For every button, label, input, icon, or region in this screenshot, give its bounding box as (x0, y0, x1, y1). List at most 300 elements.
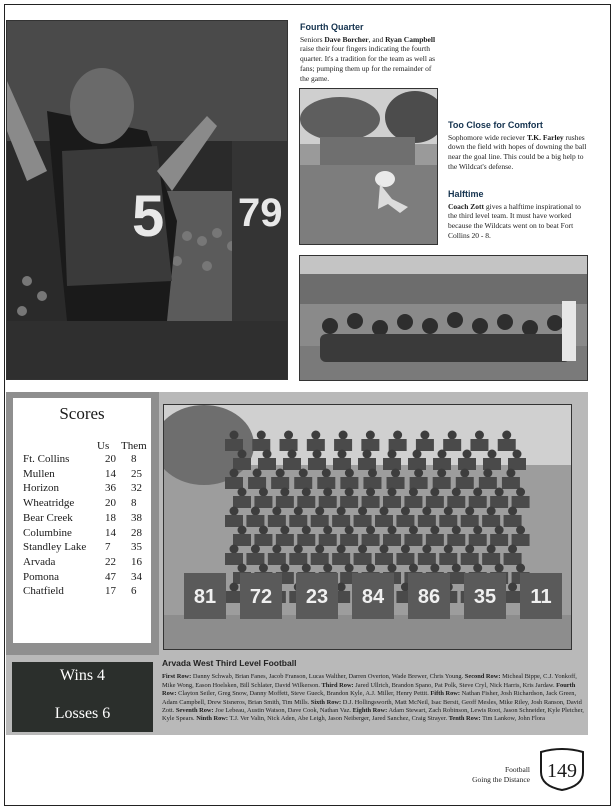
score-them: 8 (131, 497, 137, 510)
player-head (288, 450, 297, 459)
player-head (444, 545, 453, 554)
score-team: Wheatridge (23, 497, 75, 510)
player-head (420, 431, 429, 440)
score-us: 14 (105, 467, 116, 480)
player-body (254, 534, 272, 546)
player-head (238, 564, 247, 573)
roster-row-label: Seventh Row: (175, 707, 214, 715)
roster-row-label: Fifth Row: (430, 690, 461, 698)
player-body (308, 458, 326, 470)
score-us: 18 (105, 511, 116, 524)
front-row-jersey-number: 35 (473, 586, 497, 608)
caption-name: Coach Zott (448, 201, 485, 211)
roster-row-label: Ninth Row: (196, 715, 229, 723)
player-body (504, 591, 522, 603)
player-head (388, 450, 397, 459)
score-row (23, 556, 153, 569)
roster-row-names: Joe Lebeau, Austin Watson, Dave Cook, Nathan Vaz. (213, 707, 353, 715)
page-number: 149 (547, 760, 577, 782)
player-body (289, 553, 307, 565)
player-body (469, 496, 487, 508)
player-body (289, 515, 307, 527)
score-team: Arvada (23, 555, 56, 568)
player-head (430, 526, 439, 535)
score-row (23, 527, 153, 540)
caption-heading: Fourth Quarter (300, 22, 364, 32)
player-body (225, 439, 243, 451)
player-head (366, 564, 375, 573)
player-head (311, 431, 320, 440)
player-head (401, 545, 410, 554)
player-body (276, 496, 294, 508)
player-head (502, 431, 511, 440)
player-body (389, 439, 407, 451)
score-them: 6 (131, 585, 137, 598)
player-body (254, 496, 272, 508)
player-head (230, 545, 239, 554)
caption-name: Dave Borcher (324, 34, 369, 44)
player-head (345, 469, 354, 478)
roster-caption (162, 658, 584, 724)
player-body (317, 477, 335, 489)
player-body (439, 553, 457, 565)
player-body (456, 477, 474, 489)
player-body (502, 477, 520, 489)
score-row (23, 512, 153, 525)
player-body (319, 496, 337, 508)
score-row (23, 585, 153, 598)
roster-row-names: Danny Schwab, Brian Fanes, Jacob Franson, Lucas Walther, Darren Overton, Wade Brewer, Chris Young. (191, 673, 465, 681)
score-them: 38 (131, 511, 142, 524)
score-team: Horizon (23, 482, 60, 495)
player-head (409, 564, 418, 573)
player-head (437, 469, 446, 478)
player-body (482, 515, 500, 527)
roster-title: Arvada West Third Level Football (162, 658, 297, 668)
score-us: 14 (105, 526, 116, 539)
player-body (363, 477, 381, 489)
player-body (311, 553, 329, 565)
player-body (404, 496, 422, 508)
player-body (404, 534, 422, 546)
player-body (258, 458, 276, 470)
player-head (516, 526, 525, 535)
player-body (396, 553, 414, 565)
roster-names (162, 673, 584, 724)
player-head (422, 507, 431, 516)
player-head (473, 564, 482, 573)
player-body (233, 458, 251, 470)
player-head (487, 545, 496, 554)
player-head (393, 431, 402, 440)
player-head (280, 488, 289, 497)
scores-title: Scores (59, 404, 105, 423)
player-head (506, 469, 515, 478)
player-body (294, 477, 312, 489)
player-head (230, 431, 239, 440)
score-row (23, 497, 153, 510)
score-them: 16 (131, 555, 142, 568)
score-us: 17 (105, 585, 116, 598)
roster-row-label: Eighth Row: (352, 707, 388, 715)
player-head (366, 488, 375, 497)
player-head (259, 526, 268, 535)
player-body (508, 458, 526, 470)
player-head (366, 526, 375, 535)
player-body (333, 458, 351, 470)
player-head (337, 507, 346, 516)
player-head (366, 431, 375, 440)
score-us: 47 (105, 570, 116, 583)
player-head (345, 488, 354, 497)
scores-col-us: Us (97, 440, 110, 452)
player-head (230, 507, 239, 516)
player-head (238, 488, 247, 497)
player-body (332, 553, 350, 565)
score-row (23, 541, 153, 554)
scores-col-them: Them (121, 440, 147, 452)
player-body (461, 553, 479, 565)
player-head (414, 469, 423, 478)
caption-heading: Halftime (448, 189, 484, 199)
scores-box (13, 398, 151, 643)
player-body (443, 439, 461, 451)
player-body (418, 515, 436, 527)
player-head (388, 488, 397, 497)
roster-row-names: Nathan Fisher, Josh Richardson, Jack Green, Adam Campbell, Drew Sisneros, Brian Smith, Tim Mills. (162, 690, 577, 706)
scores-panel (6, 392, 159, 655)
score-team: Pomona (23, 570, 60, 583)
player-head (452, 526, 461, 535)
caption-body: Coach Zott gives a halftime inspirational to the third level team. It must have worked because the Wildcats went on to beat Fort Collins 20 - 8. (448, 201, 581, 240)
player-body (439, 515, 457, 527)
player-head (337, 545, 346, 554)
roster-row-names: D.J. Hollingsworth, Matt McNeil, Isac Bersit, Geoff Mesles, Mike Riley, Josh Ranson, David Zott. (162, 698, 582, 715)
record-panel (12, 662, 153, 732)
player-head (495, 564, 504, 573)
player-body (225, 553, 243, 565)
player-body (504, 515, 522, 527)
player-head (358, 545, 367, 554)
player-body (504, 553, 522, 565)
roster-row-label: Third Row: (321, 681, 354, 689)
player-head (438, 450, 447, 459)
player-body (225, 477, 243, 489)
score-us: 7 (105, 541, 111, 554)
roster-row-names: Jared Ullrich, Brandon Spano, Pat Polk, Steve Cryl, Nick Harris, Kris Jardaw. (353, 681, 557, 689)
player-head (294, 507, 303, 516)
player-head (280, 564, 289, 573)
player-head (465, 545, 474, 554)
player-body (426, 534, 444, 546)
player-head (345, 526, 354, 535)
player-body (479, 477, 497, 489)
front-row-jersey-number: 72 (249, 586, 273, 608)
wins-label: Wins 4 (59, 667, 106, 684)
score-team: Bear Creek (23, 511, 73, 524)
score-row (23, 468, 153, 481)
player-head (284, 431, 293, 440)
photo-halftime (299, 255, 588, 381)
roster-row-names: T.J. Ver Valin, Nick Aden, Abe Leigh, Jason Neiberger, Jared Sanchez, Craig Strayer. (228, 715, 449, 723)
player-head (409, 488, 418, 497)
player-head (508, 507, 517, 516)
player-body (418, 553, 436, 565)
player-body (354, 553, 372, 565)
score-them: 28 (131, 526, 142, 539)
player-body (490, 496, 508, 508)
player-body (271, 477, 289, 489)
player-head (363, 450, 372, 459)
player-head (323, 488, 332, 497)
player-body (433, 458, 451, 470)
player-head (251, 507, 260, 516)
player-head (473, 488, 482, 497)
player-head (465, 507, 474, 516)
footer-theme: Going the Distance (472, 775, 530, 784)
player-head (448, 431, 457, 440)
player-head (460, 469, 469, 478)
player-body (512, 496, 530, 508)
player-head (516, 564, 525, 573)
player-head (380, 507, 389, 516)
score-team: Chatfield (23, 585, 64, 598)
player-body (297, 534, 315, 546)
player-body (268, 553, 286, 565)
score-team: Columbine (23, 526, 72, 539)
player-body (233, 534, 251, 546)
player-head (475, 431, 484, 440)
player-head (238, 450, 247, 459)
front-row-jersey-number: 11 (530, 586, 552, 608)
player-head (257, 431, 266, 440)
jersey-number-left: 5 (132, 184, 165, 249)
caption-body: Sophomore wide reciever T.K. Farley rushes down the field with hopes of downing the ball near the goal line. This could be a big help to the Wildcat's defense. (448, 132, 587, 171)
caption-heading: Too Close for Comfort (448, 120, 543, 130)
player-head (238, 526, 247, 535)
player-body (410, 477, 428, 489)
player-head (452, 564, 461, 573)
caption-name: Ryan Campbell (385, 34, 436, 44)
score-us: 20 (105, 453, 116, 465)
player-body (268, 515, 286, 527)
player-head (315, 545, 324, 554)
player-head (345, 564, 354, 573)
roster-row-label: Second Row: (464, 673, 501, 681)
score-us: 20 (105, 497, 116, 510)
player-head (495, 488, 504, 497)
front-row-jersey-number: 81 (193, 586, 217, 608)
team-photo (163, 404, 572, 650)
player-head (276, 469, 285, 478)
front-row-jersey-number: 84 (361, 586, 385, 608)
player-head (313, 450, 322, 459)
page-number-badge (537, 748, 587, 792)
front-row-jersey-number: 86 (417, 586, 441, 608)
player-body (225, 515, 243, 527)
player-head (302, 488, 311, 497)
player-body (340, 496, 358, 508)
player-body (319, 534, 337, 546)
player-head (259, 564, 268, 573)
player-body (387, 477, 405, 489)
roster-row-label: Tenth Row: (448, 715, 481, 723)
player-head (422, 545, 431, 554)
player-body (233, 496, 251, 508)
player-body (283, 458, 301, 470)
player-body (383, 534, 401, 546)
score-us: 36 (105, 482, 116, 495)
player-body (498, 439, 516, 451)
player-body (361, 439, 379, 451)
player-body (297, 496, 315, 508)
player-head (483, 469, 492, 478)
player-body (408, 458, 426, 470)
player-head (272, 507, 281, 516)
player-body (383, 458, 401, 470)
score-team: Ft. Collins (23, 453, 70, 465)
score-team: Mullen (23, 467, 55, 480)
player-body (383, 496, 401, 508)
player-head (339, 431, 348, 440)
roster-row-names: Adam Stewart, Zach Robinson, Lewis Root, Jason Schneider, Kyle Pletcher, Kyle Spears. (162, 707, 584, 723)
score-them: 25 (131, 467, 142, 480)
player-head (430, 564, 439, 573)
player-body (458, 458, 476, 470)
player-body (490, 534, 508, 546)
player-body (483, 458, 501, 470)
player-head (280, 526, 289, 535)
player-body (340, 477, 358, 489)
player-body (246, 515, 264, 527)
player-body (252, 439, 270, 451)
score-row (23, 453, 153, 466)
player-body (482, 553, 500, 565)
player-body (246, 553, 264, 565)
player-head (388, 564, 397, 573)
player-body (354, 515, 372, 527)
player-body (362, 534, 380, 546)
jersey-number-right: 79 (238, 191, 283, 235)
photo-fourth-quarter (6, 20, 288, 380)
player-head (358, 507, 367, 516)
player-head (338, 450, 347, 459)
player-body (469, 534, 487, 546)
player-body (461, 515, 479, 527)
player-head (473, 526, 482, 535)
score-us: 22 (105, 555, 116, 568)
player-head (463, 450, 472, 459)
player-body (362, 496, 380, 508)
player-head (452, 488, 461, 497)
player-head (323, 526, 332, 535)
player-head (322, 469, 331, 478)
player-body (276, 534, 294, 546)
player-head (513, 450, 522, 459)
player-body (311, 515, 329, 527)
caption-halftime (448, 189, 588, 241)
score-them: 32 (131, 482, 142, 495)
caption-body: Seniors Dave Borcher, and Ryan Campbell raise their four fingers indicating the fourth quarter. It's a tradition for the team as well as fans; pumping them up for the remainder of the game. (300, 34, 436, 83)
player-head (259, 488, 268, 497)
player-head (409, 526, 418, 535)
player-body (433, 477, 451, 489)
player-body (512, 534, 530, 546)
player-head (508, 583, 517, 592)
player-head (444, 507, 453, 516)
player-body (447, 496, 465, 508)
roster-row-names: Micheal Bippe, C.J. Yonkoff, Mike Wong, Eason Hoelsken, Bill Schlater, David Wilkerson. (162, 673, 577, 689)
player-body (447, 534, 465, 546)
roster-row-names: Tim Lankow, John Flora (480, 715, 545, 723)
player-head (401, 507, 410, 516)
player-head (302, 526, 311, 535)
player-head (380, 545, 389, 554)
score-team: Standley Lake (23, 541, 87, 554)
player-head (299, 469, 308, 478)
player-body (332, 515, 350, 527)
losses-label: Losses 6 (54, 705, 111, 722)
front-row-jersey-number: 23 (305, 586, 329, 608)
roster-row-label: First Row: (162, 673, 192, 681)
player-head (388, 526, 397, 535)
player-head (230, 583, 239, 592)
player-body (334, 439, 352, 451)
roster-row-label: Fourth Row: (162, 681, 576, 698)
player-head (413, 450, 422, 459)
player-head (263, 450, 272, 459)
player-head (230, 469, 239, 478)
player-body (340, 534, 358, 546)
player-head (508, 545, 517, 554)
player-body (280, 439, 298, 451)
footer-section: Football (504, 765, 530, 774)
player-body (375, 553, 393, 565)
score-them: 34 (131, 570, 142, 583)
caption-name: T.K. Farley (526, 132, 564, 142)
photo-too-close (299, 88, 438, 245)
score-row (23, 482, 153, 495)
player-head (495, 526, 504, 535)
roster-row-names: Clayton Seiler, Greg Snow, Danny Moffett, Steve Gueck, Brandon Kyle, A.J. Miller, Henry Pettit. (176, 690, 431, 698)
player-body (375, 515, 393, 527)
caption-too-close (448, 120, 588, 172)
score-them: 35 (131, 541, 142, 554)
player-head (516, 488, 525, 497)
player-body (358, 458, 376, 470)
score-them: 8 (131, 453, 137, 465)
player-head (315, 507, 324, 516)
player-head (488, 450, 497, 459)
player-body (470, 439, 488, 451)
player-head (294, 545, 303, 554)
player-head (253, 469, 262, 478)
player-head (272, 545, 281, 554)
player-head (368, 469, 377, 478)
score-row (23, 571, 153, 584)
player-head (391, 469, 400, 478)
player-body (416, 439, 434, 451)
player-head (302, 564, 311, 573)
player-body (426, 496, 444, 508)
player-head (487, 507, 496, 516)
player-head (323, 564, 332, 573)
player-head (251, 545, 260, 554)
player-head (430, 488, 439, 497)
caption-fourth-quarter (300, 22, 442, 83)
player-body (248, 477, 266, 489)
roster-row-label: Sixth Row: (310, 698, 342, 706)
